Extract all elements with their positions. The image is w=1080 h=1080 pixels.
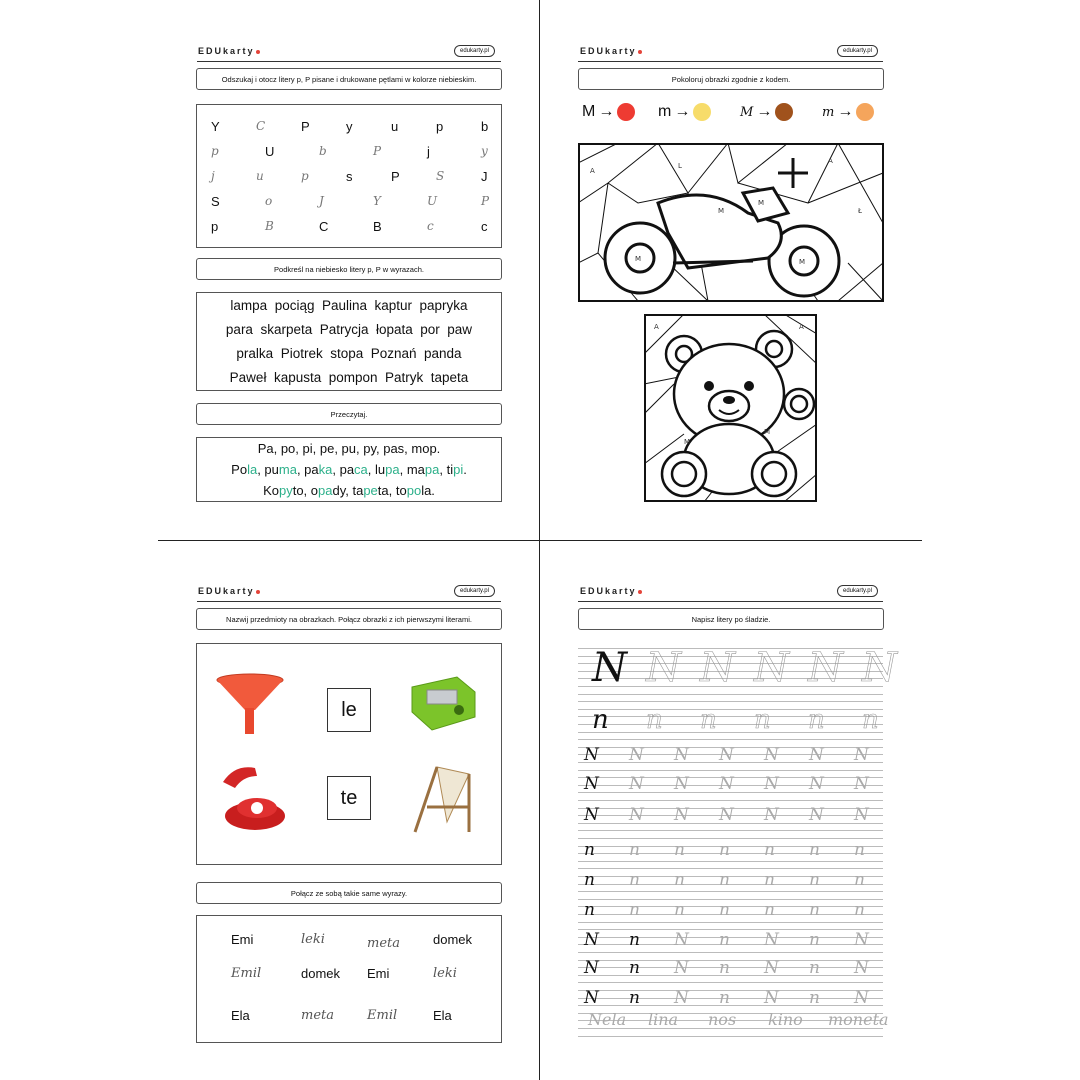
color-key-letter: m [822, 104, 835, 120]
trace-letter: N [584, 930, 599, 950]
grid-letter: j [211, 169, 215, 183]
trace-letter: n [764, 900, 775, 920]
writing-guide-line [578, 853, 883, 854]
writing-guide-line [578, 952, 883, 953]
instruction-3: Przeczytaj. [196, 403, 502, 425]
site-badge: edukarty.pl [454, 585, 495, 597]
writing-guide-line [578, 967, 883, 968]
read-segment: , pu [257, 462, 279, 477]
read-line-2 [231, 462, 467, 477]
grid-letter: y [346, 119, 353, 134]
grid-letter: J [319, 194, 324, 208]
trace-letter: N [629, 805, 644, 825]
read-line-1: Pa, po, pi, pe, pu, py, pas, mop. [257, 441, 441, 456]
grid-letter: J [481, 169, 488, 184]
svg-text:M: M [684, 438, 691, 446]
reading-box [196, 437, 502, 502]
read-segment: ka [318, 462, 333, 477]
read-segment: pe [363, 483, 378, 498]
writing-guide-line [578, 709, 883, 710]
writing-guide-line [578, 884, 883, 885]
trace-letter: n [629, 840, 640, 860]
trace-letter: n [629, 958, 640, 978]
grid-letter: p [211, 144, 219, 158]
trace-letter: N [754, 645, 789, 691]
read-segment: to, o [292, 483, 319, 498]
trace-word: lina [648, 1010, 679, 1029]
read-segment: , lu [367, 462, 386, 477]
color-key-2 [658, 103, 711, 121]
svg-text:M: M [718, 207, 725, 215]
read-segment: pa [318, 483, 333, 498]
arrow-right-icon: → [674, 103, 691, 120]
grid-letter: u [391, 119, 399, 134]
grid-letter: P [391, 169, 400, 184]
arrow-right-icon: → [598, 103, 615, 120]
read-segment: dy, ta [332, 483, 364, 498]
trace-letter: N [719, 745, 734, 765]
trace-letter: N [674, 805, 689, 825]
instruction-2: Podkreśl na niebiesko litery p, P w wyrazach. [196, 258, 502, 280]
color-key-letter: M [582, 103, 596, 120]
grid-letter: y [481, 144, 488, 158]
read-segment: la [247, 462, 258, 477]
grid-letter: B [265, 219, 274, 233]
color-key-letter: m [658, 103, 672, 120]
grid-letter: p [301, 169, 309, 183]
match-word: Ela [231, 1008, 250, 1023]
trace-letter: N [809, 774, 824, 794]
trace-letter: N [592, 645, 627, 691]
words-box [196, 292, 502, 391]
writing-guide-line [578, 868, 883, 869]
trace-letter: n [809, 930, 820, 950]
read-segment: . [463, 462, 467, 477]
color-swatch [856, 103, 874, 121]
logo: EDUkarty [198, 46, 260, 56]
trace-letter: n [629, 930, 640, 950]
trace-letter: n [764, 840, 775, 860]
instruction-1: Pokoloruj obrazki zgodnie z kodem. [578, 68, 884, 90]
writing-guide-line [578, 975, 883, 976]
trace-letter: N [584, 805, 599, 825]
word-row: para skarpeta Patrycja łopata por paw [225, 321, 473, 337]
writing-guide-line [578, 914, 883, 915]
grid-letter: S [211, 194, 220, 209]
arrow-right-icon: → [756, 103, 773, 120]
trace-letter: n [809, 900, 820, 920]
worksheet-letter-p [0, 0, 540, 540]
grid-letter: b [319, 144, 327, 158]
read-segment: Po [231, 462, 248, 477]
logo: EDUkarty [580, 46, 642, 56]
read-segment: py [278, 483, 293, 498]
svg-text:M: M [635, 255, 642, 263]
svg-text:Ł: Ł [858, 207, 862, 215]
read-segment: Ko [263, 483, 279, 498]
site-badge: edukarty.pl [837, 45, 878, 57]
instruction-1: Nazwij przedmioty na obrazkach. Połącz obrazki z ich pierwszymi literami. [196, 608, 502, 630]
trace-letter: n [719, 840, 730, 860]
grid-letter: Y [211, 119, 220, 134]
trace-letter: n [629, 870, 640, 890]
writing-guide-line [578, 724, 883, 725]
trace-letter: n [809, 988, 820, 1008]
writing-guide-line [578, 998, 883, 999]
trace-word: moneta [828, 1010, 889, 1029]
match-word: Emil [367, 1008, 398, 1023]
writing-guide-line [578, 982, 883, 983]
grid-letter: p [211, 219, 219, 234]
writing-guide-line [578, 830, 883, 831]
read-segment: ma [278, 462, 297, 477]
writing-guide-line [578, 739, 883, 740]
trace-letter: N [674, 930, 689, 950]
trace-letter: n [764, 870, 775, 890]
syllable-box-le: le [327, 688, 371, 732]
trace-letter: N [854, 774, 869, 794]
trace-letter: N [629, 774, 644, 794]
motorcycle-coloring-picture [578, 143, 884, 302]
color-key-4 [822, 103, 874, 121]
instruction-1: Odszukaj i otocz litery p, P pisane i drukowane pętlami w kolorze niebieskim. [196, 68, 502, 90]
read-segment: pa [424, 462, 440, 477]
writing-guide-line [578, 846, 883, 847]
pictures-box [196, 643, 502, 865]
color-swatch [617, 103, 635, 121]
read-segment: ca [354, 462, 368, 477]
trace-letter: n [584, 870, 595, 890]
color-swatch [775, 103, 793, 121]
trace-letter: N [854, 930, 869, 950]
matching-words-box [196, 915, 502, 1043]
writing-guide-line [578, 1005, 883, 1006]
writing-guide-line [578, 922, 883, 923]
header-rule [578, 61, 883, 62]
match-word: leki [433, 966, 457, 981]
letter-grid-box [196, 104, 502, 248]
trace-letter: n [592, 705, 609, 735]
match-word: leki [301, 932, 325, 947]
trace-letter: n [809, 958, 820, 978]
instruction-2: Połącz ze sobą takie same wyrazy. [196, 882, 502, 904]
trace-letter: N [629, 745, 644, 765]
read-segment: , pa [332, 462, 355, 477]
trace-letter: N [809, 745, 824, 765]
trace-letter: N [854, 958, 869, 978]
trace-letter: N [764, 988, 779, 1008]
trace-letter: N [808, 645, 843, 691]
trace-letter: N [764, 930, 779, 950]
worksheet-first-letters [0, 540, 540, 1080]
trace-letter: N [584, 745, 599, 765]
trace-letter: n [854, 840, 865, 860]
read-segment: ta, to [377, 483, 407, 498]
writing-guide-line [578, 891, 883, 892]
read-segment: , ma [399, 462, 425, 477]
writing-guide-line [578, 929, 883, 930]
site-badge: edukarty.pl [837, 585, 878, 597]
writing-guide-line [578, 800, 883, 801]
trace-letter: N [854, 988, 869, 1008]
trace-letter: n [700, 705, 717, 735]
grid-letter: U [427, 194, 438, 208]
grid-letter: o [265, 194, 273, 208]
grid-letter: U [265, 144, 275, 159]
color-key-1 [582, 103, 635, 121]
match-word: Ela [433, 1008, 452, 1023]
svg-text:A: A [828, 157, 833, 165]
sharpener-picture [407, 672, 477, 732]
writing-guide-line [578, 906, 883, 907]
grid-letter: Y [373, 194, 381, 208]
trace-letter: n [629, 988, 640, 1008]
worksheet-color-by-code [540, 0, 1080, 540]
match-word: domek [301, 966, 341, 981]
worksheet-tracing-n [540, 540, 1080, 1080]
writing-guide-line [578, 838, 883, 839]
grid-letter: b [481, 119, 489, 134]
match-word: meta [301, 1008, 334, 1023]
grid-letter: C [256, 119, 266, 133]
grid-letter: j [427, 144, 430, 159]
trace-word: kino [768, 1010, 803, 1029]
logo: EDUkarty [580, 586, 642, 596]
match-word: Emi [231, 932, 254, 947]
grid-letter: B [373, 219, 382, 234]
trace-letter: n [808, 705, 825, 735]
writing-guide-line [578, 944, 883, 945]
read-segment: , pa [296, 462, 319, 477]
trace-letter: n [719, 988, 730, 1008]
word-row: Paweł kapusta pompon Patryk tapeta [229, 370, 469, 386]
trace-letter: N [674, 774, 689, 794]
writing-guide-line [578, 876, 883, 877]
writing-guide-line [578, 899, 883, 900]
read-segment: pa [385, 462, 400, 477]
svg-text:L: L [678, 162, 682, 170]
trace-letter: N [862, 645, 897, 691]
trace-letter: N [719, 805, 734, 825]
instruction-1: Napisz litery po śladzie. [578, 608, 884, 630]
header-rule [578, 601, 883, 602]
svg-text:M: M [799, 258, 806, 266]
read-segment: pi [453, 462, 464, 477]
read-segment: , ti [439, 462, 454, 477]
trace-letter: n [719, 900, 730, 920]
trace-letter: N [674, 988, 689, 1008]
match-word: meta [367, 936, 400, 951]
header-rule [197, 601, 501, 602]
trace-letter: N [764, 805, 779, 825]
trace-letter: N [674, 745, 689, 765]
writing-guide-line [578, 960, 883, 961]
grid-letter: C [319, 219, 329, 234]
grid-letter: P [373, 144, 382, 158]
trace-word: Nela [588, 1010, 627, 1029]
logo: EDUkarty [198, 586, 260, 596]
grid-letter: u [256, 169, 264, 183]
svg-text:A: A [799, 323, 804, 331]
trace-letter: n [719, 958, 730, 978]
trace-letter: n [809, 870, 820, 890]
writing-guide-line [578, 716, 883, 717]
trace-letter: n [754, 705, 771, 735]
trace-letter: n [584, 900, 595, 920]
writing-guide-line [578, 861, 883, 862]
trace-letter: N [674, 958, 689, 978]
match-word: domek [433, 932, 473, 947]
trace-letter: n [629, 900, 640, 920]
trace-letter: n [809, 840, 820, 860]
grid-letter: P [481, 194, 490, 208]
word-row: lampa pociąg Paulina kaptur papryka [230, 297, 468, 313]
trace-letter: N [854, 805, 869, 825]
grid-letter: S [436, 169, 445, 183]
syllable-box-te: te [327, 776, 371, 820]
deck-chair-picture [407, 762, 479, 834]
trace-letter: n [719, 870, 730, 890]
grid-letter: P [301, 119, 310, 134]
trace-letter: N [764, 774, 779, 794]
writing-guide-line [578, 694, 883, 695]
writing-guide-line [578, 732, 883, 733]
match-word: Emil [231, 966, 262, 981]
trace-letter: n [674, 870, 685, 890]
trace-letter: N [584, 988, 599, 1008]
trace-letter: n [584, 840, 595, 860]
site-badge: edukarty.pl [454, 45, 495, 57]
trace-letter: N [764, 745, 779, 765]
read-segment: po [406, 483, 422, 498]
funnel-picture [215, 672, 285, 737]
trace-letter: n [674, 900, 685, 920]
match-word: Emi [367, 966, 390, 981]
trace-letter: N [584, 958, 599, 978]
color-key-3 [740, 103, 793, 121]
grid-letter: c [427, 219, 434, 233]
svg-text:A: A [590, 167, 595, 175]
svg-text:A: A [654, 323, 659, 331]
trace-letter: N [584, 774, 599, 794]
writing-guide-line [578, 770, 883, 771]
trace-letter: n [646, 705, 663, 735]
arrow-right-icon: → [837, 103, 854, 120]
color-key-letter: M [740, 104, 754, 120]
trace-letter: N [700, 645, 735, 691]
trace-letter: N [854, 745, 869, 765]
grid-letter: c [481, 219, 488, 234]
trace-letter: N [719, 774, 734, 794]
trace-letter: N [646, 645, 681, 691]
svg-text:M: M [758, 199, 765, 207]
writing-guide-line [578, 990, 883, 991]
trace-letter: N [809, 805, 824, 825]
writing-guide-line [578, 701, 883, 702]
svg-text:M: M [764, 428, 771, 436]
word-row: pralka Piotrek stopa Poznań panda [236, 346, 462, 362]
trace-letter: n [674, 840, 685, 860]
read-line-3 [263, 483, 435, 498]
writing-guide-line [578, 1036, 883, 1037]
grid-letter: s [346, 169, 353, 184]
color-swatch [693, 103, 711, 121]
trace-letter: N [764, 958, 779, 978]
header-rule [197, 61, 501, 62]
trace-word: nos [708, 1010, 737, 1029]
trace-letter: n [854, 900, 865, 920]
trace-letter: n [719, 930, 730, 950]
grid-letter: p [436, 119, 444, 134]
read-segment: la. [421, 483, 435, 498]
trace-letter: n [862, 705, 879, 735]
teddy-bear-coloring-picture [644, 314, 817, 502]
writing-guide-line [578, 937, 883, 938]
trace-letter: n [854, 870, 865, 890]
telephone-picture [215, 764, 287, 834]
